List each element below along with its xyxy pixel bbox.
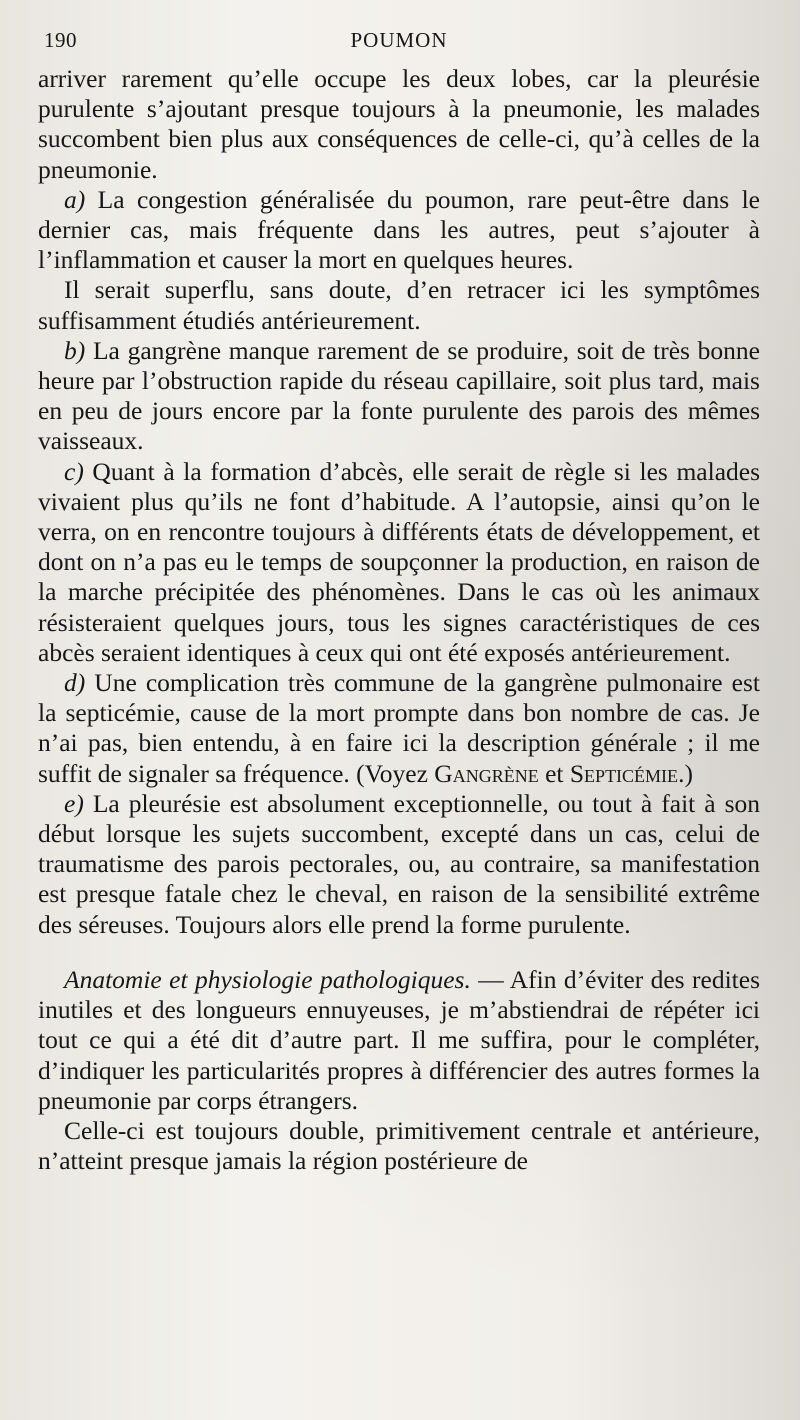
paragraph-d bbox=[38, 668, 760, 789]
paragraph bbox=[38, 275, 760, 335]
item-label: d) bbox=[64, 668, 86, 698]
paragraph-a bbox=[38, 185, 760, 276]
paragraph-text: La congestion généralisée du poumon, rare peut-être dans le dernier cas, mais fréquente dans les autres, peut s’ajouter à l’inflammation et causer la mort en quelques heures. bbox=[38, 184, 760, 275]
section-paragraph bbox=[38, 965, 760, 1116]
paragraph-text: Celle-ci est toujours double, primitivement centrale et antérieure, n’atteint presque jamais la région postérieure de bbox=[38, 1115, 760, 1176]
paragraph-text: Il serait superflu, sans doute, d’en retracer ici les symptômes suffisamment étudiés antérieurement. bbox=[38, 275, 760, 335]
paragraph-text: La pleurésie est absolument exceptionnelle, ou tout à fait à son début lorsque les sujets succombent, excepté dans un cas, celui de traumatisme des parois pectorales, ou, au contraire, sa manifestation est presque fatale chez le cheval, en raison de la sensibilité extrême des séreuses. Toujours alors elle prend la forme purulente. bbox=[38, 788, 760, 939]
cross-reference: Gangrène bbox=[434, 758, 539, 788]
item-label: b) bbox=[64, 335, 86, 365]
paragraph-c bbox=[38, 457, 760, 668]
paragraph-text: La gangrène manque rarement de se produire, soit de très bonne heure par l’obstruction rapide du réseau capillaire, soit plus tard, mais en peu de jours encore par la fonte purulente des parois des mêmes vaisseaux. bbox=[38, 335, 760, 456]
cross-reference: Septicémie bbox=[569, 758, 679, 788]
paragraph bbox=[38, 1116, 760, 1176]
paragraph-text: Une complication très commune de la gangrène pulmonaire est la septicémie, cause de la mort prompte dans bon nombre de cas. Je n’ai pas, bien entendu, à en faire ici la description générale ; il me suffit de signaler sa fréquence. (Voyez bbox=[38, 668, 760, 788]
page-header bbox=[38, 28, 760, 58]
section-heading: Anatomie et physiologie pathologiques. bbox=[64, 964, 471, 994]
body-text bbox=[38, 64, 760, 1176]
page-number: 190 bbox=[44, 28, 77, 52]
paragraph bbox=[38, 64, 760, 185]
item-label: a) bbox=[64, 184, 86, 214]
paragraph-text: .) bbox=[678, 758, 693, 788]
paragraph-b bbox=[38, 336, 760, 457]
paragraph-text: arriver rarement qu’elle occupe les deux lobes, car la pleurésie purulente s’ajoutant presque toujours à la pneumonie, les malades succombent bien plus aux conséquences de celle-ci, qu’à celles de la pneumonie. bbox=[38, 64, 760, 184]
paragraph-text: Quant à la formation d’abcès, elle serait de règle si les malades vivaient plus qu’ils ne font d’habitude. A l’autopsie, ainsi qu’on le verra, on en rencontre toujours à différents états de développement, et dont on n’a pas eu le temps de soupçonner la production, en raison de la marche précipitée des phénomènes. Dans le cas où les animaux résisteraient quelques jours, tous les signes caractéristiques de ces abcès seraient identiques à ceux qui ont été exposés antérieurement. bbox=[38, 456, 760, 667]
paragraph-text: et bbox=[538, 758, 570, 788]
paragraph-text: — Afin d’éviter des redites inutiles et des longueurs ennuyeuses, je m’abstiendrai de répéter ici tout ce qui a été dit d’autre part. Il me suffira, pour le compléter, d’indiquer les particularités propres à différencier des autres formes la pneumonie par corps étrangers. bbox=[38, 964, 760, 1115]
paragraph-e bbox=[38, 789, 760, 940]
item-label: e) bbox=[64, 788, 84, 818]
running-head: POUMON bbox=[350, 28, 448, 52]
item-label: c) bbox=[64, 456, 84, 486]
